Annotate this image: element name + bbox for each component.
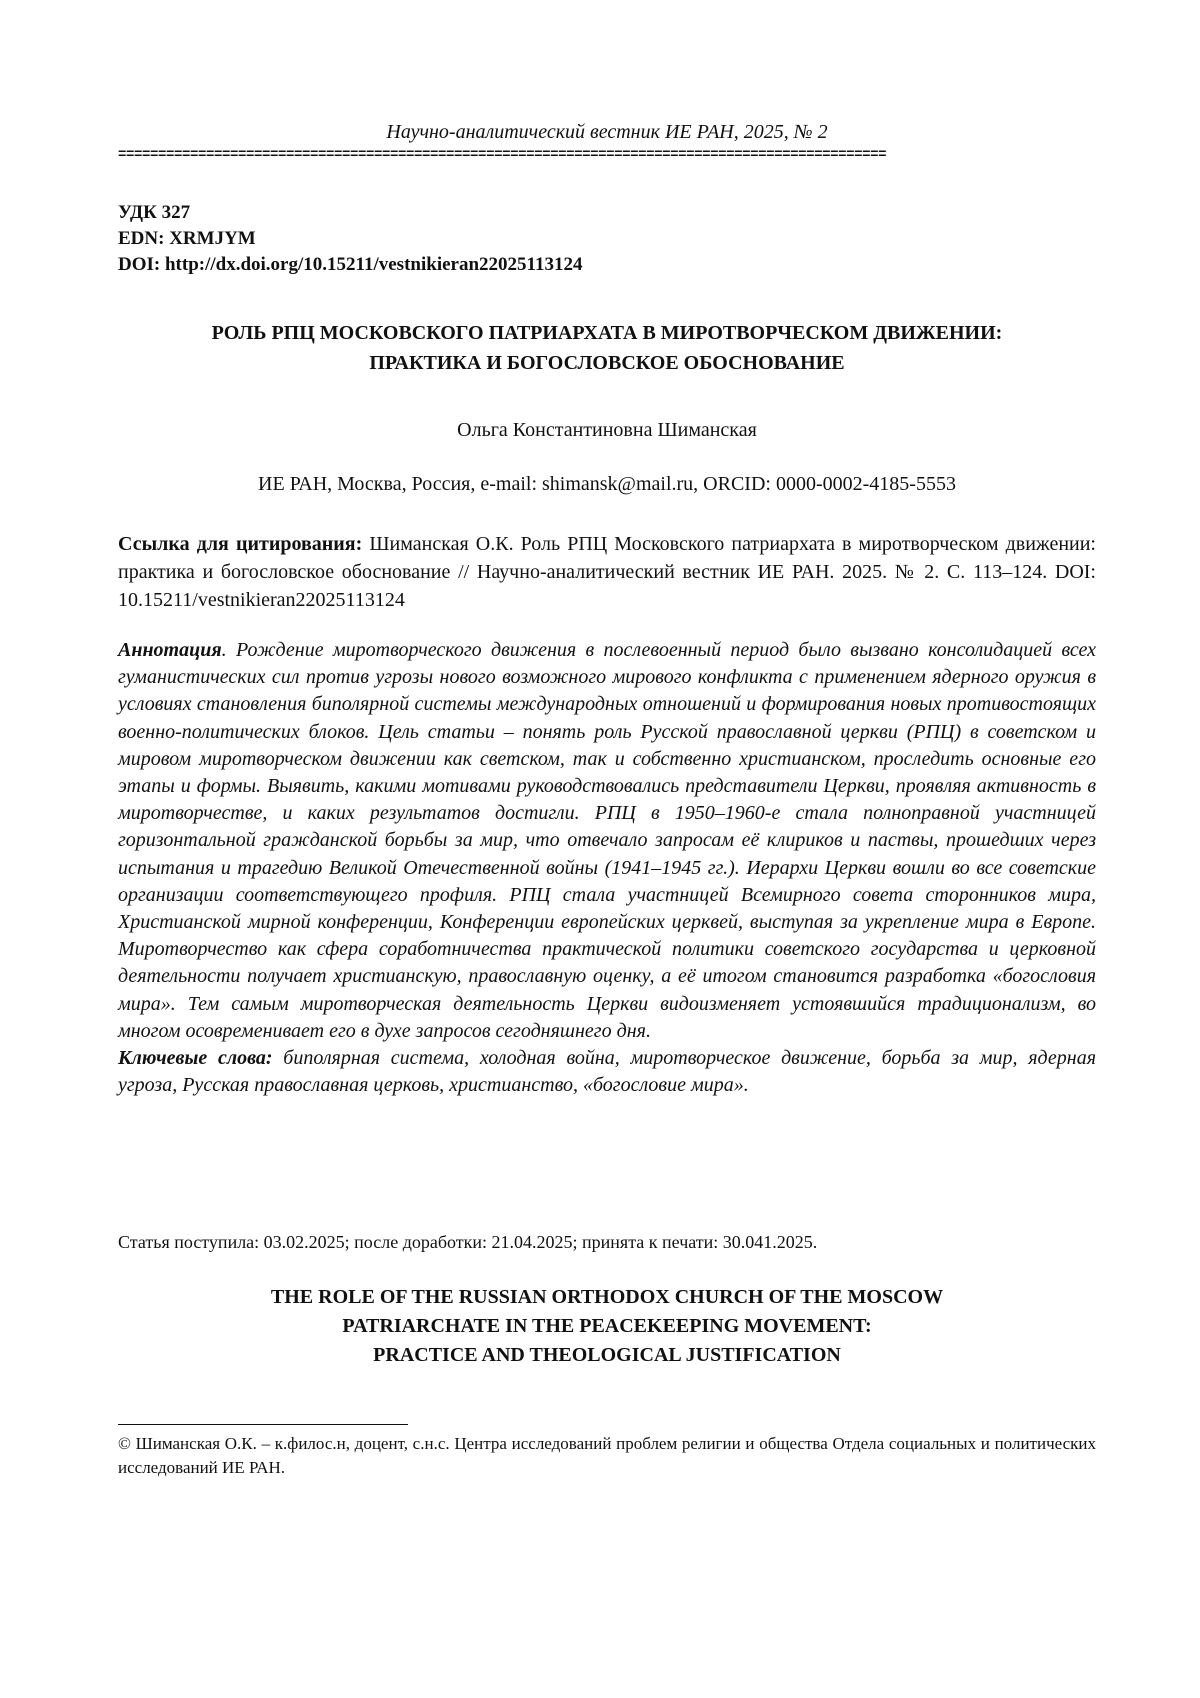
keywords-label: Ключевые слова: (118, 1047, 273, 1070)
abstract-block (118, 637, 1096, 1099)
title-ru-line: ПРАКТИКА И БОГОСЛОВСКОЕ ОБОСНОВАНИЕ (369, 352, 845, 374)
udc-code: УДК 327 (118, 202, 191, 223)
title-en-line: THE ROLE OF THE RUSSIAN ORTHODOX CHURCH OF THE MOSCOW (270, 1286, 944, 1308)
footnote-divider (118, 1424, 408, 1425)
abstract-paragraph (118, 637, 1096, 1045)
header-rule: ================================================================================================ (118, 148, 887, 162)
abstract-text: . Рождение миротворческого движения в послевоенный период было вызвано консолидацией всех гуманистических сил против угрозы нового возможного мирового конфликта с применением ядерного оружия в условиях становления биполярной системы международных отношений и формирования новых противостоящих военно-политических блоков. Цель статьи – понять роль Русской православной церкви (РПЦ) в советском и мировом миротворческом движении как светском, так и собственно христианском, проследить основные его этапы и формы. Выявить, какими мотивами руководствовались представители Церкви, проявляя активность в миротворчестве, и каких результатов достигли. РПЦ в 1950–1960-е стала полноправной участницей горизонтальной гражданской борьбы за мир, что отвечало запросам её клириков и паствы, прошедших через испытания и трагедию Великой Отечественной войны (1941–1945 гг.). Иерархи Церкви вошли во все советские организации соответствующего профиля. РПЦ стала участницей Всемирного совета сторонников мира, Христианской мирной конференции, Конференции европейских церквей, выступая за укрепление мира в Европе. Миротворчество как сфера соработничества практической политики советского государства и церковной деятельности получает христианскую, православную оценку, а её итогом становится разработка «богословия мира». Тем самым миротворческая деятельность Церкви видоизменяет устоявшийся традиционализм, во многом осовременивает его в духе запросов сегодняшнего дня. (118, 639, 1096, 1042)
doi-link[interactable]: DOI: http://dx.doi.org/10.15211/vestnikieran22025113124 (118, 254, 583, 275)
citation-text: Шиманская О.К. Роль РПЦ Московского патриархата в миротворческом движении: практика и богословское обоснование // Научно-аналитический вестник ИЕ РАН. 2025. № 2. С. 113–124. DOI: 10.15211/vestnikieran22025113124 (118, 533, 1096, 611)
running-header: Научно-аналитический вестник ИЕ РАН, 2025, № 2 (386, 121, 828, 143)
edn-code: EDN: XRMJYM (118, 228, 256, 249)
article-title-en (118, 1283, 1096, 1370)
keywords-text: биполярная система, холодная война, миротворческое движение, борьба за мир, ядерная угроза, Русская православная церковь, христианство, «богословие мира». (118, 1047, 1096, 1097)
article-title-ru (118, 318, 1096, 378)
author-affiliation: ИЕ РАН, Москва, Россия, e-mail: shimansk@mail.ru, ORCID: 0000-0002-4185-5553 (258, 473, 956, 495)
received-dates: Статья поступила: 03.02.2025; после доработки: 21.04.2025; принята к печати: 30.041.2025. (118, 1232, 818, 1252)
abstract-label: Аннотация (118, 639, 222, 661)
article-meta (118, 200, 582, 278)
title-en-line: PRACTICE AND THEOLOGICAL JUSTIFICATION (373, 1344, 841, 1366)
footnote: © Шиманская О.К. – к.филос.н, доцент, с.н.с. Центра исследований проблем религии и общества Отдела социальных и политических исследований ИЕ РАН. (118, 1434, 1096, 1477)
citation-label: Ссылка для цитирования: (118, 533, 363, 555)
citation-block (118, 530, 1096, 614)
keywords-paragraph (118, 1045, 1096, 1099)
title-en-line: PATRIARCHATE IN THE PEACEKEEPING MOVEMENT: (342, 1315, 872, 1337)
title-ru-line: РОЛЬ РПЦ МОСКОВСКОГО ПАТРИАРХАТА В МИРОТВОРЧЕСКОМ ДВИЖЕНИИ: (211, 322, 1003, 344)
author-name: Ольга Константиновна Шиманская (457, 419, 757, 441)
